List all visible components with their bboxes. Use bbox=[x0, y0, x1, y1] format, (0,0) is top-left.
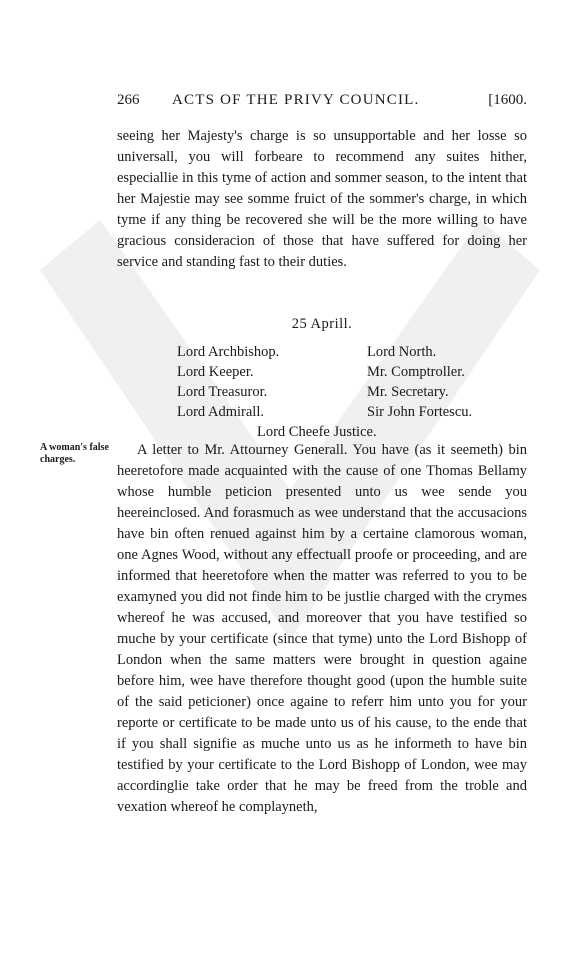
attendee: Lord Cheefe Justice. bbox=[257, 424, 377, 440]
year-label: [1600. bbox=[488, 92, 527, 108]
attendance-row bbox=[177, 422, 507, 442]
attendance-row bbox=[177, 402, 507, 422]
running-head bbox=[117, 92, 527, 114]
paragraph-2: A letter to Mr. Attourney Generall. You have (as it seemeth) bin heeretofore made acquainted with the cause of one Thomas Bellamy whose humble peticion presented unto us wee sende you heereinclosed. And forasmuch as wee understand that the accusacions have bin often renued against him by a certaine clamorous woman, one Agnes Wood, without any effectuall proofe or proceeding, and are informed that heeretofore when the matter was referred to you to be examyned you did not finde him to be justlie charged with the crymes whereof he was accused, and moreover that you have testified so muche by your certificate (since that tyme) unto the Lord Bishopp of London when the same matters were brought in question againe before him, wee have therefore thought good (upon the humble suite of the said peticioner) once againe to referr him unto you for your reporte or certificate to be made unto us of his cause, to the ende that if you shall signifie as muche unto us as he informeth to have bin testified by your certificate to the Lord Bishopp of London, wee may accordinglie take order that he may be freed from the troble and vexation whereof he complayneth, bbox=[117, 442, 527, 815]
attendee: Lord Admirall. bbox=[177, 404, 264, 420]
page-number: 266 bbox=[117, 92, 140, 108]
paragraph-1: seeing her Majesty's charge is so unsupportable and her losse so universall, you will forbeare to recommend any suites hither, especiallie in this tyme of action and sommer season, to the intent that her Majestie may see somme fruict of the sommer's charge, in which tyme if any thing be recovered she will be the more willing to have gracious consideracion of those that have suffered for doing her service and standing fast to their duties. bbox=[117, 128, 527, 270]
attendee: Lord North. bbox=[367, 344, 437, 360]
date-heading: 25 Aprill. bbox=[291, 316, 353, 332]
attendee: Sir John Fortescu. bbox=[367, 404, 473, 420]
attendee: Lord Treasuror. bbox=[177, 384, 268, 400]
attendee: Mr. Comptroller. bbox=[367, 364, 465, 380]
attendance-row bbox=[177, 362, 507, 382]
marginal-note: A woman's false charges. bbox=[40, 442, 109, 465]
attendance-row bbox=[177, 342, 507, 362]
attendance-list bbox=[177, 342, 507, 442]
attendee: Lord Archbishop. bbox=[177, 344, 280, 360]
attendance-row bbox=[177, 382, 507, 402]
attendee: Lord Keeper. bbox=[177, 364, 254, 380]
running-title: ACTS OF THE PRIVY COUNCIL. bbox=[172, 92, 420, 108]
attendee: Mr. Secretary. bbox=[367, 384, 449, 400]
